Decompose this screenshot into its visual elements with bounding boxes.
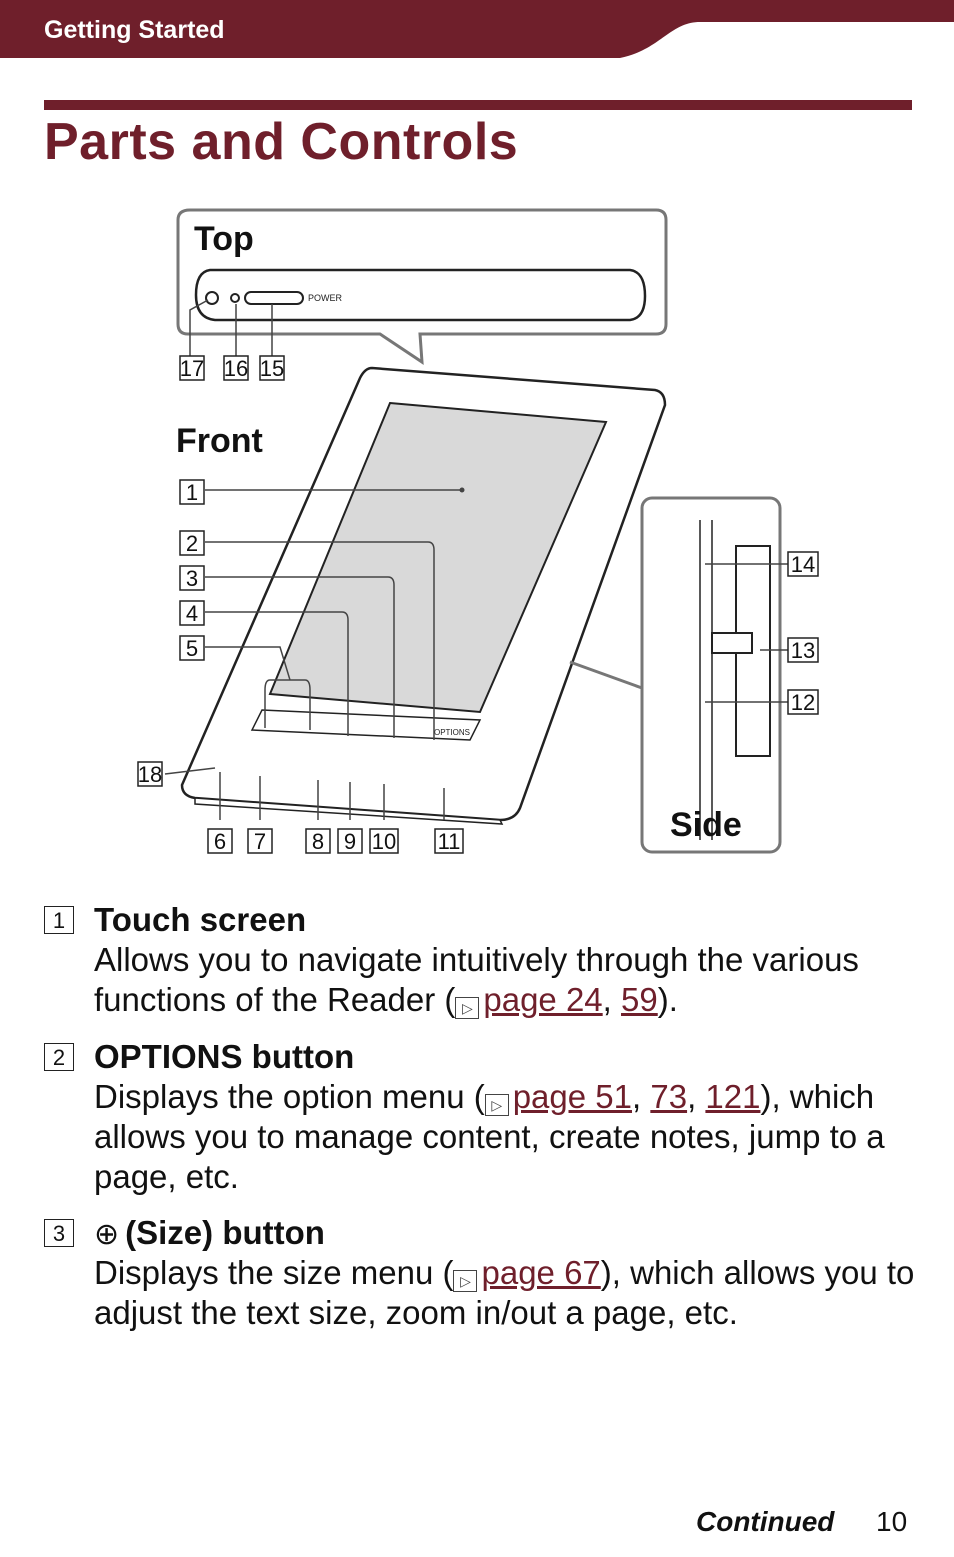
callout-18: 18 xyxy=(137,762,163,787)
device-diagram xyxy=(0,200,954,870)
item-number: 1 xyxy=(44,906,74,934)
item-description: Allows you to navigate intuitively through the various functions of the Reader ( ▷ page 24, 59). xyxy=(94,941,859,1018)
callout-5: 5 xyxy=(185,636,199,661)
callout-3: 3 xyxy=(185,566,199,591)
page-number: 10 xyxy=(876,1506,908,1537)
continued-label: Continued xyxy=(696,1506,835,1537)
callout-10: 10 xyxy=(371,829,397,854)
side-view xyxy=(642,498,788,852)
callout-6: 6 xyxy=(213,829,227,854)
callout-2: 2 xyxy=(185,531,199,556)
page-link[interactable]: page 51 xyxy=(512,1078,632,1115)
page-link[interactable]: 73 xyxy=(650,1078,688,1115)
callout-9: 9 xyxy=(343,829,357,854)
callout-11: 11 xyxy=(437,829,461,854)
item-number: 2 xyxy=(44,1043,74,1071)
front-label: Front xyxy=(176,422,263,460)
item-description: Displays the size menu ( ▷ page 67), which allows you to adjust the text size, zoom in/out a page, etc. xyxy=(94,1254,915,1331)
callout-8: 8 xyxy=(311,829,325,854)
page-ref-icon: ▷ xyxy=(455,997,479,1019)
page-ref-icon: ▷ xyxy=(485,1094,509,1116)
options-label: OPTIONS xyxy=(434,728,471,737)
item-title: ⊕ (Size) button xyxy=(94,1213,325,1255)
front-view xyxy=(165,368,665,824)
item-title: OPTIONS button xyxy=(94,1038,355,1075)
page-title: Parts and Controls xyxy=(44,113,519,171)
callout-17: 17 xyxy=(179,356,205,381)
zoom-in-icon: ⊕ xyxy=(94,1218,120,1251)
page-link[interactable]: 121 xyxy=(705,1078,761,1115)
callout-4: 4 xyxy=(185,601,199,626)
page-link[interactable]: 59 xyxy=(621,981,658,1018)
callout-7: 7 xyxy=(253,829,267,854)
page-link[interactable]: page 24 xyxy=(483,981,603,1018)
item-title: Touch screen xyxy=(94,901,307,938)
side-label: Side xyxy=(670,806,742,844)
item-number: 3 xyxy=(44,1219,74,1247)
callout-1: 1 xyxy=(185,480,199,505)
section-label: Getting Started xyxy=(44,16,225,44)
page-link[interactable]: page 67 xyxy=(481,1254,601,1291)
callout-12: 12 xyxy=(790,690,816,715)
callout-13: 13 xyxy=(790,638,816,663)
item-description: Displays the option menu ( ▷ page 51, 73, 121), which allows you to manage content, create notes, jump to a page, etc. xyxy=(94,1078,885,1195)
page-ref-icon: ▷ xyxy=(453,1270,477,1292)
top-label: Top xyxy=(194,220,254,258)
title-rule xyxy=(44,100,912,110)
top-view xyxy=(178,210,666,362)
callout-16: 16 xyxy=(223,356,249,381)
callout-15: 15 xyxy=(259,356,285,381)
callout-14: 14 xyxy=(790,552,816,577)
power-label: POWER xyxy=(308,293,343,303)
